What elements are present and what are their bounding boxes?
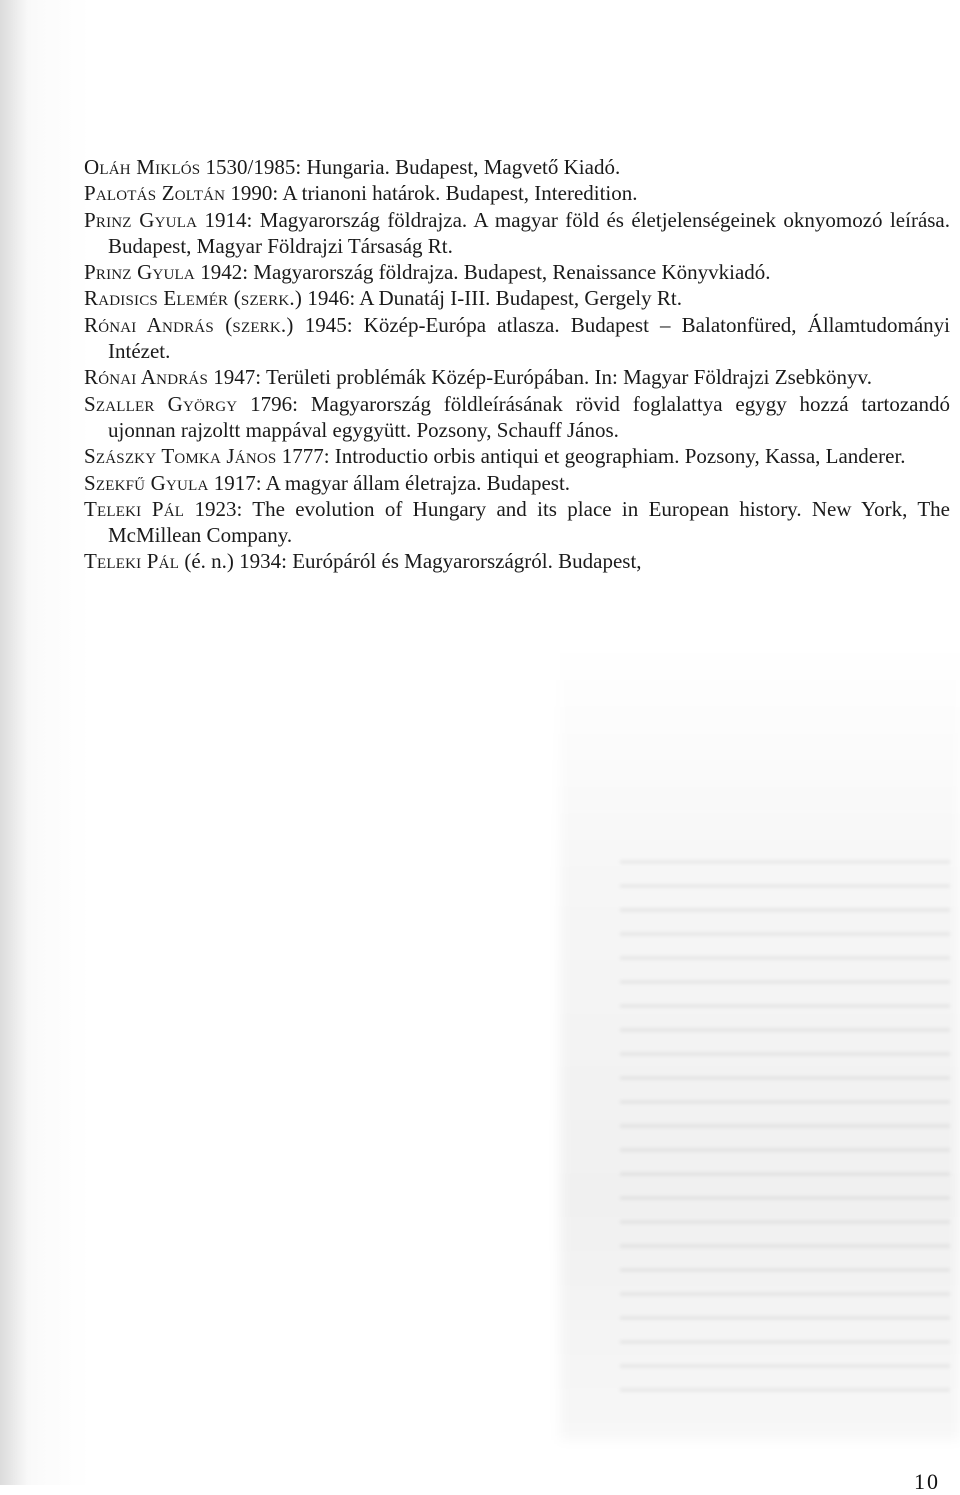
bibliography-entry — [84, 364, 950, 390]
entry-details: 1990: A trianoni határok. Budapest, Interedition. — [225, 181, 638, 206]
entry-author: Rónai András (szerk.) — [84, 312, 294, 337]
show-through-text — [620, 840, 950, 1400]
entry-details: 1946: A Dunatáj I-III. Budapest, Gergely Rt. — [302, 286, 682, 311]
entry-author: Szászky Tomka János — [84, 444, 277, 469]
entry-details: 1777: Introductio orbis antiqui et geographiam. Pozsony, Kassa, Landerer. — [276, 444, 906, 469]
entry-author: Teleki Pál — [84, 496, 185, 521]
bibliography-entry — [84, 470, 950, 496]
entry-details: 1530/1985: Hungaria. Budapest, Magvető Kiadó. — [200, 155, 621, 179]
bibliography-entry — [84, 285, 950, 311]
entry-author: Palotás Zoltán — [84, 181, 226, 206]
entry-details: 1796: Magyarország földleírásának rövid foglalattya egygy hozzá tartozandó ujonnan rajzoltt mappával egygyütt. Pozsony, Schauff János. — [108, 391, 950, 442]
bibliography-entry — [84, 443, 950, 469]
bibliography-entry — [84, 180, 950, 206]
bibliography-entry — [84, 154, 950, 180]
entry-details: (é. n.) 1934: Európáról és Magyarországról. Budapest, — [179, 549, 642, 574]
bibliography-entry — [84, 496, 950, 549]
entry-details: 1947: Területi problémák Közép-Európában. In: Magyar Földrajzi Zsebkönyv. — [208, 365, 872, 390]
entry-details: 1945: Közép-Európa atlasza. Budapest – Balatonfüred, Államtudományi Intézet. — [108, 312, 950, 364]
bibliography-list — [84, 154, 950, 575]
entry-author: Oláh Miklós — [84, 155, 201, 179]
bibliography-entry — [84, 259, 950, 285]
entry-details: 1942: Magyarország földrajza. Budapest, Renaissance Könyvkiadó. — [194, 260, 771, 285]
bibliography-entry — [84, 207, 950, 260]
entry-author: Szekfű Gyula — [84, 470, 209, 495]
bibliography-entry — [84, 312, 950, 365]
entry-author: Teleki Pál — [84, 549, 180, 574]
entry-details: 1923: The evolution of Hungary and its place in European history. New York, The McMillean Company. — [108, 496, 950, 548]
entry-author: Rónai András — [84, 365, 209, 390]
entry-details: 1917: A magyar állam életrajza. Budapest. — [208, 470, 571, 495]
bibliography-entry — [84, 391, 950, 444]
bibliography-entry — [84, 548, 950, 574]
entry-author: Prinz Gyula — [84, 207, 198, 232]
page-number: 10 — [914, 1469, 940, 1494]
entry-details: 1914: Magyarország földrajza. A magyar föld és életjelenségeinek oknyomozó leírása. Budapest, Magyar Földrajzi Társaság Rt. — [108, 207, 951, 258]
entry-author: Radisics Elemér (szerk.) — [84, 286, 303, 311]
entry-author: Prinz Gyula — [84, 260, 195, 285]
entry-author: Szaller György — [84, 391, 238, 416]
page-gutter-shadow — [0, 0, 28, 1485]
